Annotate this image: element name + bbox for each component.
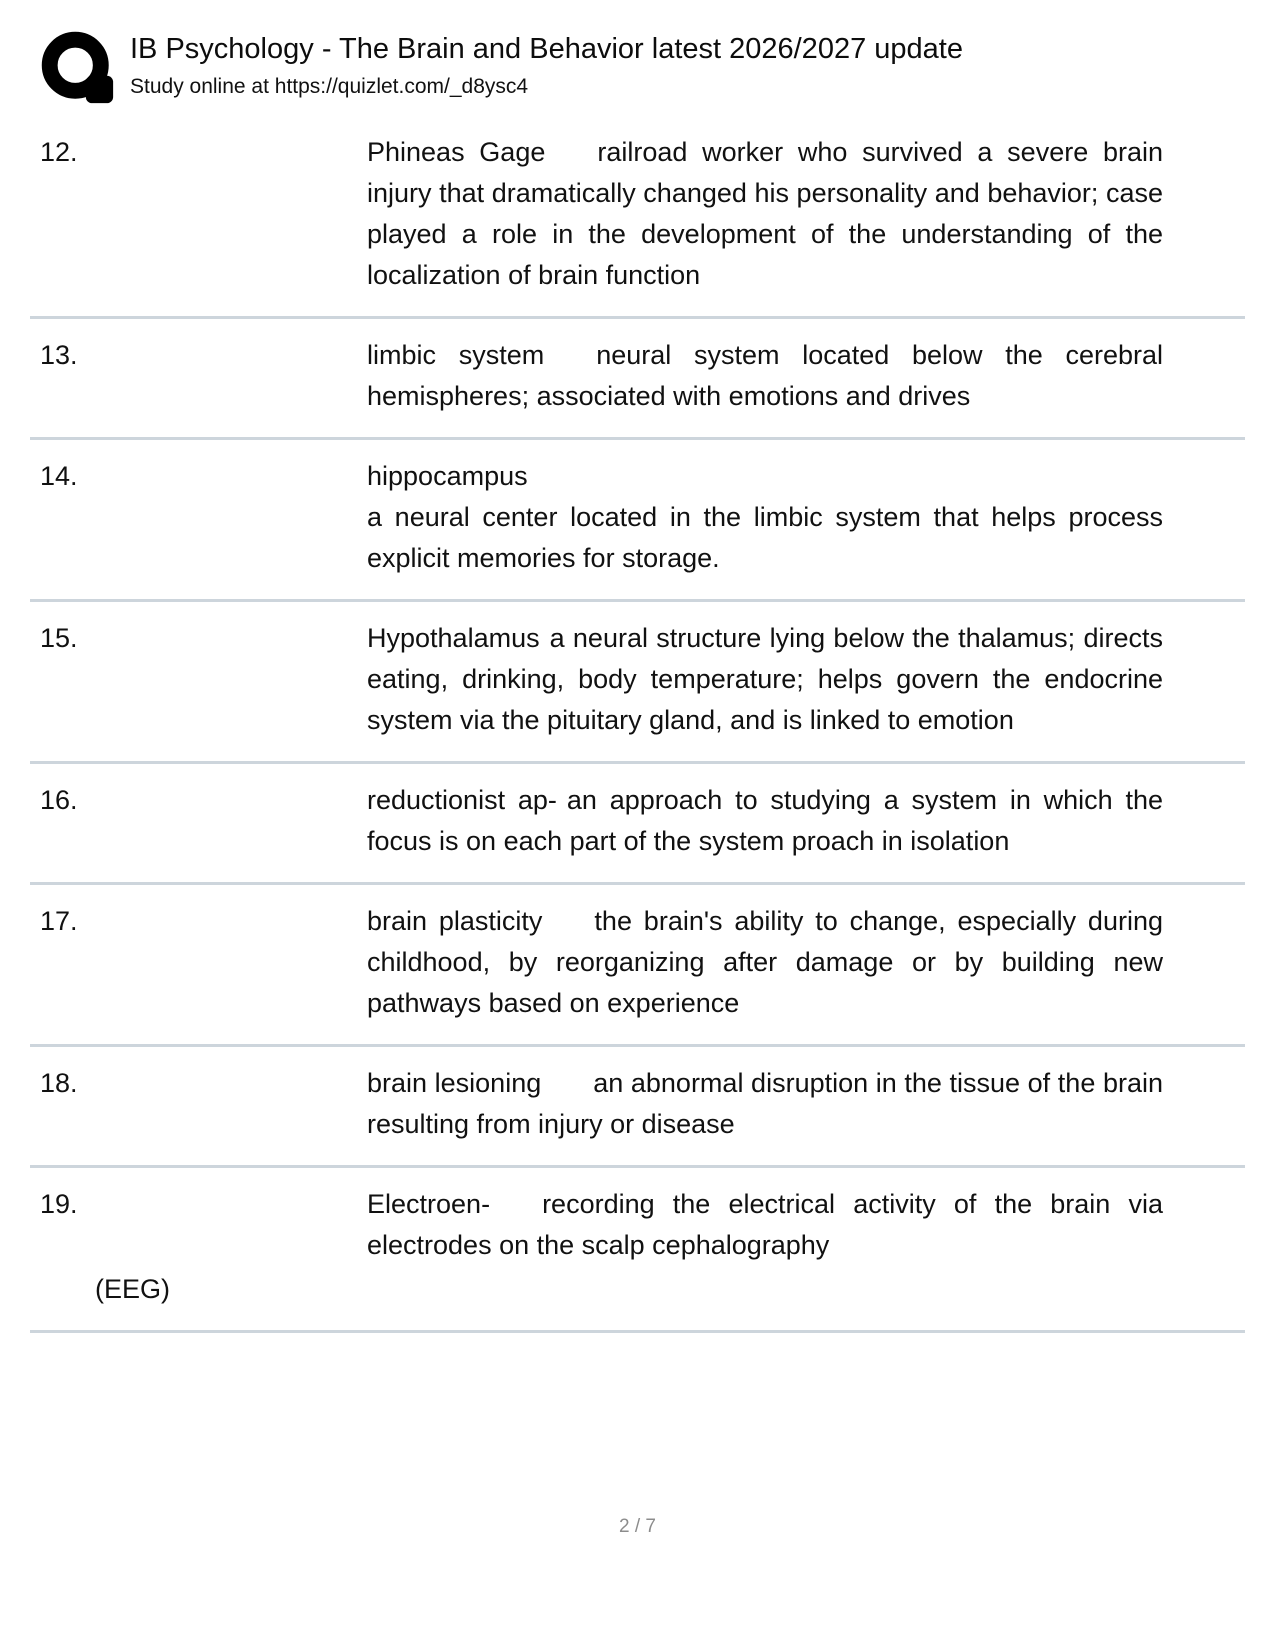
card-number-cell [40,456,367,497]
card-number-cell [40,1184,367,1310]
flashcard-row-14 [30,440,1245,602]
term-definition-gap [540,646,550,647]
card-paragraph [367,618,1163,741]
card-content [367,618,1163,741]
card-content [367,1063,1163,1145]
header-text [130,28,963,102]
card-term: limbic system [367,340,545,370]
study-online-link: Study online at https://quizlet.com/_d8ysc4 [130,75,529,98]
card-number: 13. [40,340,78,370]
card-content [367,456,1163,579]
card-term: Phineas Gage [367,137,546,167]
card-paragraph [367,1063,1163,1145]
card-number-cell [40,335,367,376]
card-definition: the brain's ability to change, especially during childhood, by reorganizing after damage or by building new pathways based on experience [367,906,1163,1018]
card-definition: an approach to studying a system in which the focus is on each part of the system proach in isolation [367,785,1163,856]
term-definition-gap [541,1091,593,1092]
card-paragraph [367,132,1163,296]
flashcard-row-12 [30,116,1245,319]
card-term: reductionist ap- [367,785,557,815]
card-note-eeg: (EEG) [95,1274,171,1304]
card-term: brain plasticity [367,906,543,936]
card-number: 14. [40,461,78,491]
document-title: IB Psychology - The Brain and Behavior latest 2026/2027 update [130,33,963,65]
card-paragraph [367,901,1163,1024]
card-content [367,901,1163,1024]
quizlet-q-logo-icon [40,28,114,106]
card-paragraph [367,1184,1163,1266]
card-content [367,780,1163,862]
card-number-cell [40,1063,367,1104]
flashcard-row-19 [30,1168,1245,1333]
flashcard-list [0,116,1275,1333]
card-definition: an abnormal disruption in the tissue of the brain resulting from injury or disease [367,1068,1163,1139]
card-content [367,1184,1163,1266]
card-definition: neural system located below the cerebral hemispheres; associated with emotions and drives [367,340,1163,411]
flashcard-row-15 [30,602,1245,764]
card-term: brain lesioning [367,1068,542,1098]
document-header [0,0,1275,116]
card-number-cell [40,618,367,659]
term-definition-gap [542,929,594,930]
card-content [367,132,1163,296]
card-term: Hypothalamus [367,623,540,653]
term-definition-gap [544,363,596,364]
card-paragraph [367,456,1163,579]
card-term: Electroen- [367,1189,491,1219]
card-content [367,335,1163,417]
card-number: 17. [40,906,78,936]
card-number: 16. [40,785,78,815]
flashcard-row-16 [30,764,1245,885]
page-indicator: 2 / 7 [619,1516,656,1537]
card-definition: a neural center located in the limbic system that helps process explicit memories for storage. [367,502,1163,573]
card-definition: railroad worker who survived a severe brain injury that dramatically changed his personality and behavior; case played a role in the development of the understanding of the localization of brain function [367,137,1163,290]
term-definition-gap [557,808,567,809]
flashcard-row-17 [30,885,1245,1047]
card-number: 19. [40,1189,78,1219]
card-number: 18. [40,1068,78,1098]
flashcard-row-18 [30,1047,1245,1168]
card-number-cell [40,901,367,942]
card-paragraph [367,780,1163,862]
card-number: 12. [40,137,78,167]
card-number-cell [40,132,367,173]
flashcard-row-13 [30,319,1245,440]
card-paragraph [367,335,1163,417]
card-definition: recording the electrical activity of the brain via electrodes on the scalp cephalography [367,1189,1163,1260]
card-number-cell [40,780,367,821]
card-definition: a neural structure lying below the thalamus; directs eating, drinking, body temperature; helps govern the endocrine system via the pituitary gland, and is linked to emotion [367,623,1163,735]
card-term: hippocampus [367,461,528,491]
term-definition-gap [490,1212,542,1213]
card-number: 15. [40,623,78,653]
term-definition-gap [545,160,597,161]
